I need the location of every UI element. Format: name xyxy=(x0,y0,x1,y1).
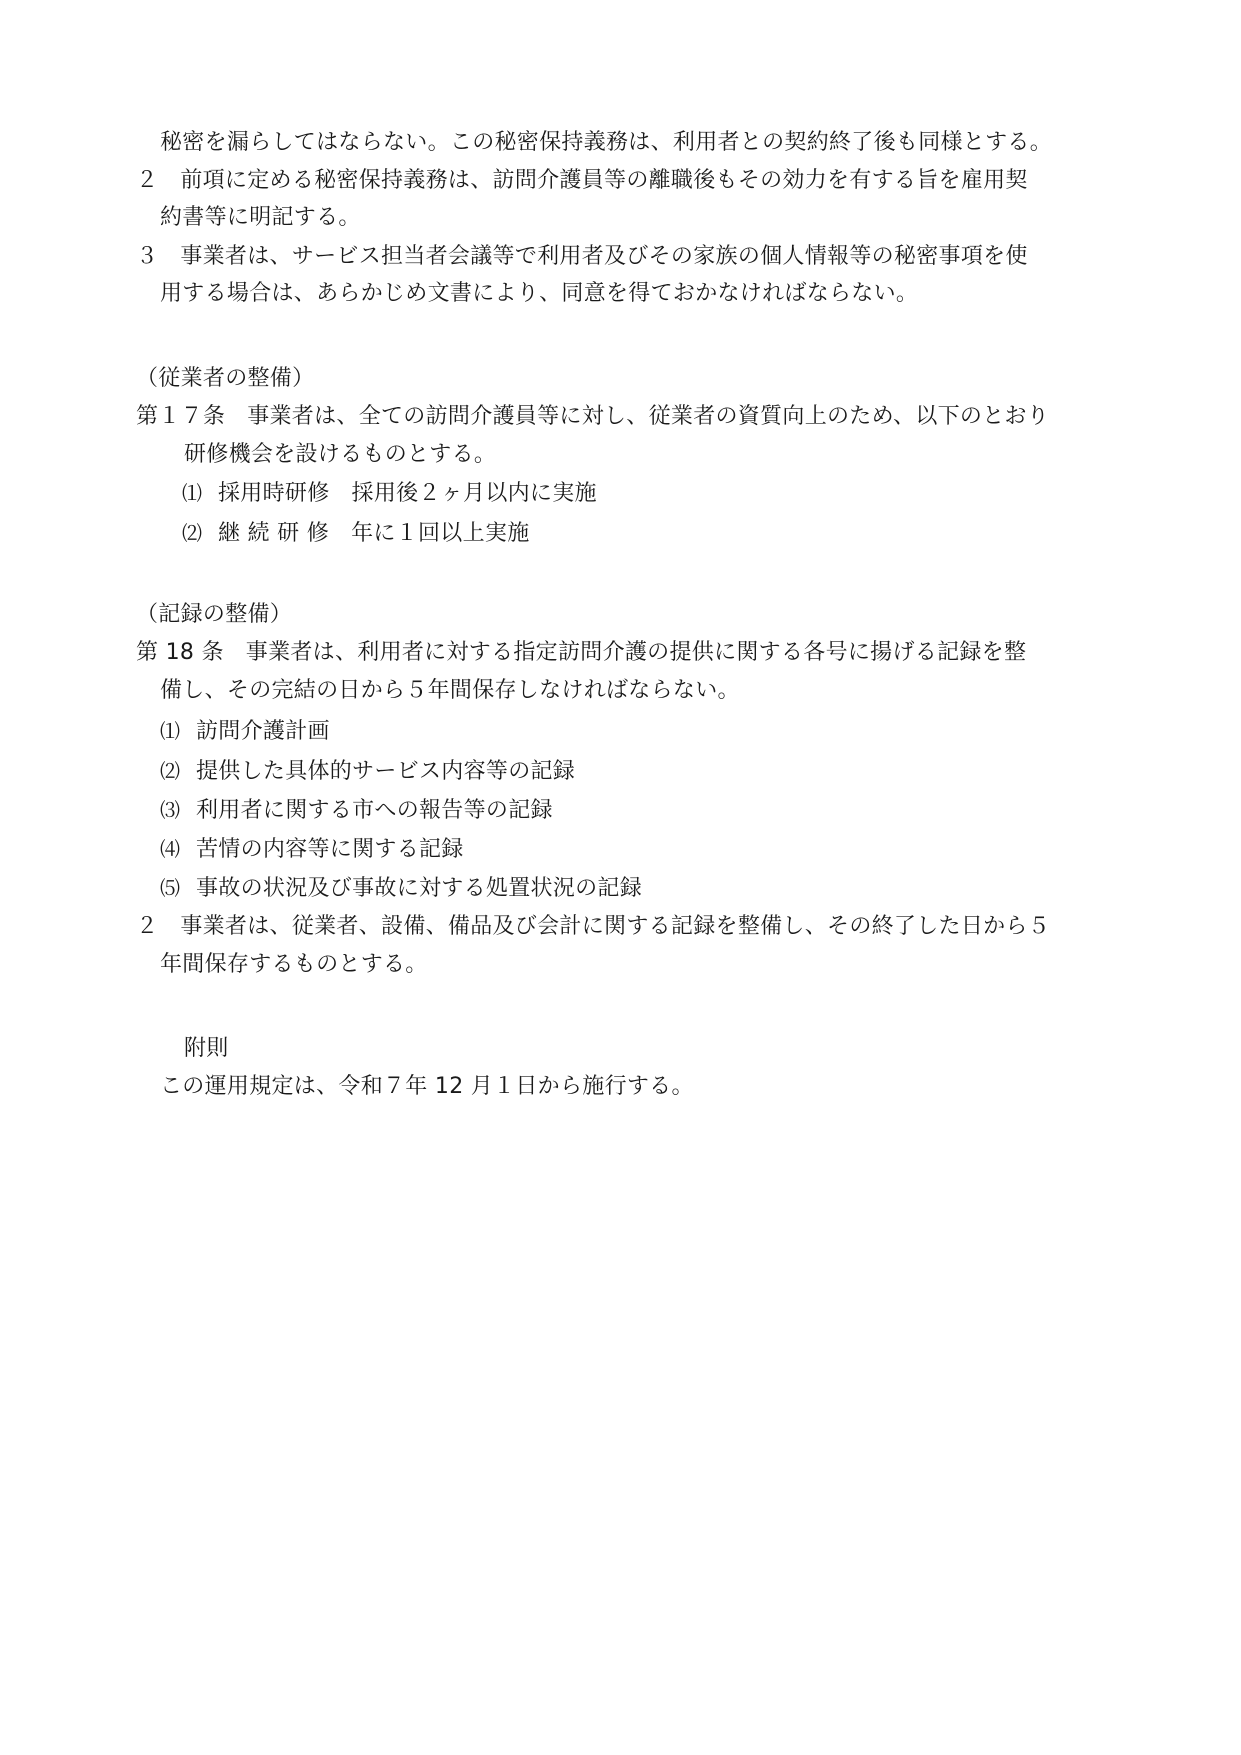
article18-item-2 xyxy=(160,756,575,787)
item3-line1 xyxy=(136,242,1028,272)
para2-number: ２ xyxy=(136,914,159,939)
item-number: ⑴ xyxy=(182,481,203,505)
article18-item-3 xyxy=(160,795,553,826)
article17-label: 第１７条 xyxy=(136,404,226,429)
article18-item-5 xyxy=(160,873,642,904)
supplementary-heading: 附則 xyxy=(184,1036,229,1061)
item-number: ⑵ xyxy=(182,521,203,545)
item-detail: 採用後２ヶ月以内に実施 xyxy=(351,481,597,506)
item3-line2: 用する場合は、あらかじめ文書により、同意を得ておかなければならない。 xyxy=(160,281,919,306)
item-text: 提供した具体的サービス内容等の記録 xyxy=(196,759,576,784)
item-number: ⑶ xyxy=(160,798,181,822)
item-label: 継 続 研 修 xyxy=(218,521,330,546)
item2-line1 xyxy=(136,166,1028,196)
article18-para2-line2: 年間保存するものとする。 xyxy=(160,952,428,977)
item-text: 事故の状況及び事故に対する処置状況の記録 xyxy=(196,876,643,901)
item-number: ⑵ xyxy=(160,759,181,783)
article18-item-4 xyxy=(160,834,464,865)
item3-number: ３ xyxy=(136,244,159,269)
item-number: ⑸ xyxy=(160,876,181,900)
item-detail: 年に１回以上実施 xyxy=(351,521,530,546)
article17-text-1: 事業者は、全ての訪問介護員等に対し、従業者の資質向上のため、以下のとおり xyxy=(247,404,1050,429)
item-number: ⑴ xyxy=(160,719,181,743)
section17-heading: （従業者の整備） xyxy=(136,366,315,391)
article18-item-1 xyxy=(160,716,330,747)
item2-line2: 約書等に明記する。 xyxy=(160,205,361,230)
continuation-text: 秘密を漏らしてはならない。この秘密保持義務は、利用者との契約終了後も同様とする。 xyxy=(160,130,1053,155)
item-text: 利用者に関する市への報告等の記録 xyxy=(196,798,553,823)
item3-text-1: 事業者は、サービス担当者会議等で利用者及びその家族の個人情報等の秘密事項を使 xyxy=(180,244,1028,269)
article18-text-1: 事業者は、利用者に対する指定訪問介護の提供に関する各号に揚げる記録を整 xyxy=(245,640,1027,665)
article18-line1 xyxy=(136,638,1026,668)
item-text: 訪問介護計画 xyxy=(196,719,330,744)
item2-text-1: 前項に定める秘密保持義務は、訪問介護員等の離職後もその効力を有する旨を雇用契 xyxy=(180,168,1028,193)
article18-line2: 備し、その完結の日から５年間保存しなければならない。 xyxy=(160,678,740,703)
article17-line1 xyxy=(136,402,1049,432)
item-label: 採用時研修 xyxy=(218,481,330,506)
article18-para2-line1 xyxy=(136,912,1050,942)
item2-number: ２ xyxy=(136,168,159,193)
section18-heading: （記録の整備） xyxy=(136,602,293,627)
article17-line2: 研修機会を設けるものとする。 xyxy=(184,442,497,467)
article17-item-2 xyxy=(182,518,530,549)
article18-label: 第 18 条 xyxy=(136,640,224,665)
supplementary-text: この運用規定は、令和７年 12 月１日から施行する。 xyxy=(160,1074,694,1099)
article17-item-1 xyxy=(182,478,597,509)
para2-text-1: 事業者は、従業者、設備、備品及び会計に関する記録を整備し、その終了した日から５ xyxy=(180,914,1051,939)
item-text: 苦情の内容等に関する記録 xyxy=(196,837,464,862)
item-number: ⑷ xyxy=(160,837,181,861)
